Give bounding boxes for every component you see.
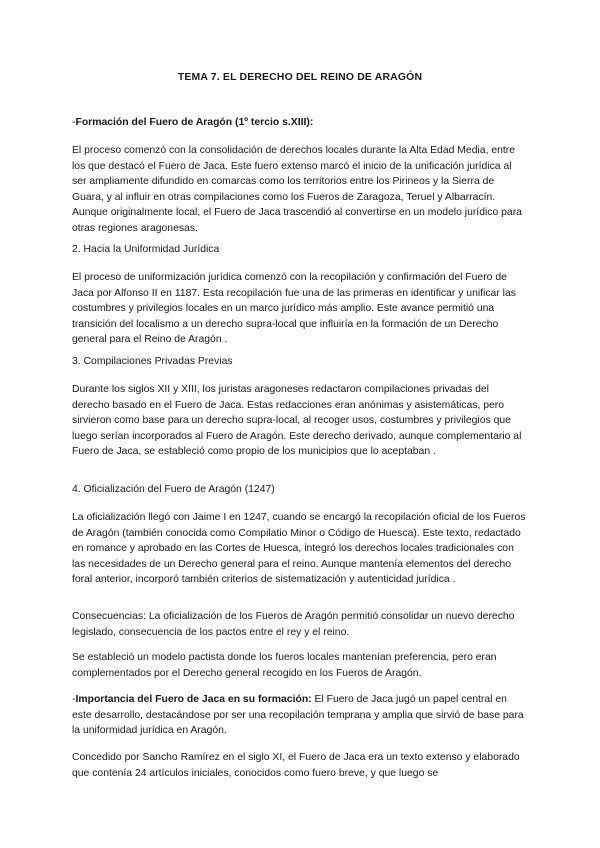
section5-heading: Importancia del Fuero de Jaca en su formación: [75, 694, 312, 705]
section4-consequences: Consecuencias: La oficialización de los Fueros de Aragón permitió consolidar un nuevo derecho legislado, consecuencia de los pactos entre el rey y el reino. [72, 611, 515, 638]
section1-heading-line [72, 115, 528, 131]
section5-body: El Fuero de Jaca jugó un papel central en este desarrollo, destacándose por ser una recopilación temprana y amplia que sirvió de base para la uniformidad jurídica en Aragón. [72, 694, 524, 737]
section2-heading: 2. Hacia la Uniformidad Jurídica [72, 244, 220, 255]
section5-paragraph [72, 692, 528, 739]
section5-continuation: Concedido por Sancho Ramírez en el siglo XI, el Fuero de Jaca era un texto extenso y elaborado que contenía 24 artículos iniciales, conocidos como fuero breve, y que luego se [72, 752, 520, 779]
section1-heading: Formación del Fuero de Aragón (1º tercio s.XIII): [75, 117, 314, 128]
section1-prefix: - [72, 117, 76, 128]
section2-body: El proceso de uniformización jurídica comenzó con la recopilación y confirmación del Fuero de Jaca por Alfonso II en 1187. Esta recopilación fue una de las primeras en identificar y unificar las costumbres y privilegios locales en un marco jurídico más amplio. Este avance permitió una transición del localismo a un derecho supra-local que influiría en la formación de un Derecho general para el Reino de Aragón . [72, 272, 516, 346]
section3-heading: 3. Compilaciones Privadas Previas [72, 356, 233, 367]
section4-pact: Se estableció un modelo pactista donde los fueros locales mantenían preferencia, pero eran complementados por el Derecho general recogido en los Fueros de Aragón. [72, 652, 497, 679]
section4-heading: 4. Oficialización del Fuero de Aragón (1247) [72, 484, 275, 495]
section4-body: La oficialización llegó con Jaime I en 1247, cuando se encargó la recopilación oficial de los Fueros de Aragón (también conocida como Compilatio Minor o Código de Huesca). Este texto, redactado en romance y aprobado en las Cortes de Huesca, integró los derechos locales tradicionales con las necesidades de un Derecho general para el reino. Aunque mantenía elementos del derecho foral anterior, incorporó también criterios de sistematización y autenticidad jurídica . [72, 512, 526, 586]
section5-prefix: - [72, 694, 76, 705]
document-title: TEMA 7. EL DERECHO DEL REINO DE ARAGÓN [177, 72, 423, 83]
section3-body: Durante los siglos XII y XIII, los juristas aragoneses redactaron compilaciones privadas del derecho basado en el Fuero de Jaca. Estas redacciones eran anónimas y asistemáticas, pero sirvieron como base para un derecho supra-local, al recoger usos, costumbres y privilegios que luego serían incorporados al Fuero de Aragón. Este derecho derivado, aunque complementario al Fuero de Jaca, se estableció como propio de los municipios que lo aceptaban . [72, 384, 522, 458]
section1-body: El proceso comenzó con la consolidación de derechos locales durante la Alta Edad Media, entre los que destacó el Fuero de Jaca. Este fuero extenso marcó el inicio de la unificación jurídica al ser ampliamente difundido en comarcas como los territorios entre los Pirineos y la Sierra de Guara, y al influir en otras compilaciones como los Fueros de Zaragoza, Teruel y Albarracín. Aunque originalmente local, el Fuero de Jaca trascendió al convertirse en un modelo jurídico para otras regiones aragonesas. [72, 145, 522, 234]
